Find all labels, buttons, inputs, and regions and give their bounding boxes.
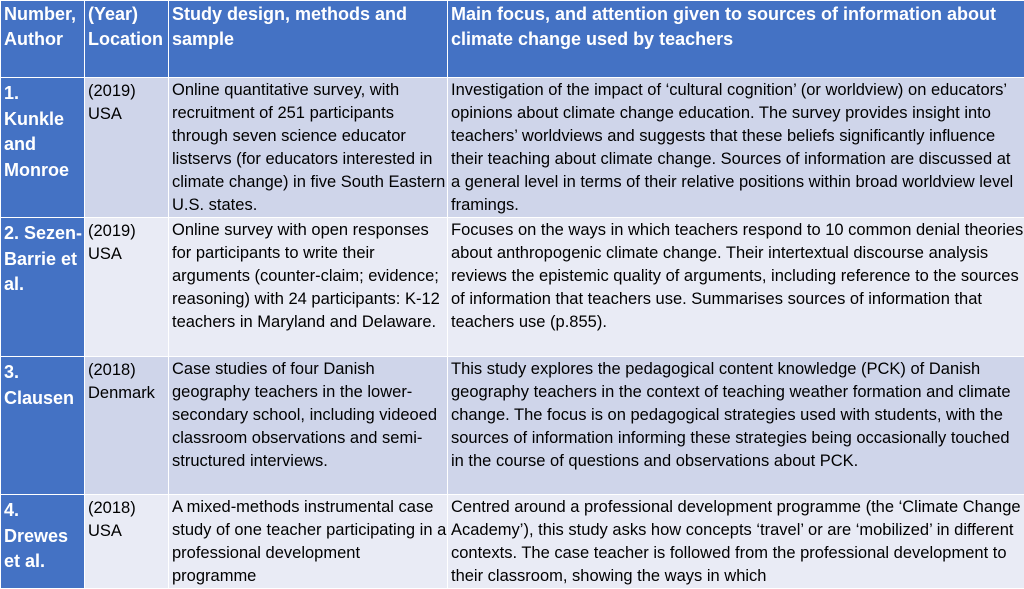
row-year: (2018) <box>88 497 168 520</box>
header-study-design: Study design, methods and sample <box>169 1 448 78</box>
row-number: 3. <box>4 360 84 386</box>
header-number-author: Number, Author <box>1 1 85 78</box>
row-author: Clausen <box>4 388 74 408</box>
row-location: Denmark <box>88 382 168 405</box>
table-row <box>1 495 1024 589</box>
row-year-location <box>85 78 169 218</box>
row-design: Case studies of four Danish geography teachers in the lower-secondary school, including videoed classroom observations and semi-structured interviews. <box>169 357 448 495</box>
row-location: USA <box>88 243 168 266</box>
row-design: A mixed-methods instrumental case study of one teacher participating in a professional development programme <box>169 495 448 589</box>
row-location: USA <box>88 103 168 126</box>
row-focus: Investigation of the impact of ‘cultural cognition’ (or worldview) on educators’ opinions about climate change education. The survey provides insight into teachers’ worldviews and suggests that these beliefs significantly influence their teaching about climate change. Sources of information are discussed at a general level in terms of their relative positions within broad worldview level framings. <box>448 78 1024 218</box>
header-main-focus: Main focus, and attention given to sources of information about climate change used by teachers <box>448 1 1024 78</box>
row-location: USA <box>88 520 168 543</box>
row-number: 4. <box>4 498 84 524</box>
row-focus: Centred around a professional development programme (the ‘Climate Change Academy’), this study asks how concepts ‘travel’ or are ‘mobilized’ in different contexts. The case teacher is followed from the professional development to their classroom, showing the ways in which <box>448 495 1024 589</box>
row-focus: This study explores the pedagogical content knowledge (PCK) of Danish geography teachers in the context of teaching weather formation and climate change. The focus is on pedagogical strategies used with students, with the sources of information informing these strategies being occasionally touched in the course of questions and observations about PCK. <box>448 357 1024 495</box>
row-number-author <box>1 78 85 218</box>
row-number-author <box>1 218 85 357</box>
table-row <box>1 357 1024 495</box>
row-year-location <box>85 357 169 495</box>
header-year-location: (Year) Location <box>85 1 169 78</box>
row-year: (2019) <box>88 220 168 243</box>
row-year: (2019) <box>88 80 168 103</box>
row-number: 2. <box>4 223 19 243</box>
table-row <box>1 218 1024 357</box>
row-number-author <box>1 357 85 495</box>
table-header-row <box>1 1 1024 78</box>
row-author: Drewes et al. <box>4 526 68 572</box>
row-author: Sezen-Barrie et al. <box>4 223 82 294</box>
table-row <box>1 78 1024 218</box>
row-year-location <box>85 495 169 589</box>
row-year-location <box>85 218 169 357</box>
row-design: Online quantitative survey, with recruitment of 251 participants through seven science educator listservs (for educators interested in climate change) in five South Eastern U.S. states. <box>169 78 448 218</box>
row-number-author <box>1 495 85 589</box>
row-design: Online survey with open responses for participants to write their arguments (counter-claim; evidence; reasoning) with 24 participants: K-12 teachers in Maryland and Delaware. <box>169 218 448 357</box>
row-focus: Focuses on the ways in which teachers respond to 10 common denial theories about anthropogenic climate change. Their intertextual discourse analysis reviews the epistemic quality of arguments, including reference to the sources of information that teachers use. Summarises sources of information that teachers use (p.855). <box>448 218 1024 357</box>
row-author: Kunkle and Monroe <box>4 109 69 180</box>
row-year: (2018) <box>88 359 168 382</box>
row-number: 1. <box>4 81 84 107</box>
